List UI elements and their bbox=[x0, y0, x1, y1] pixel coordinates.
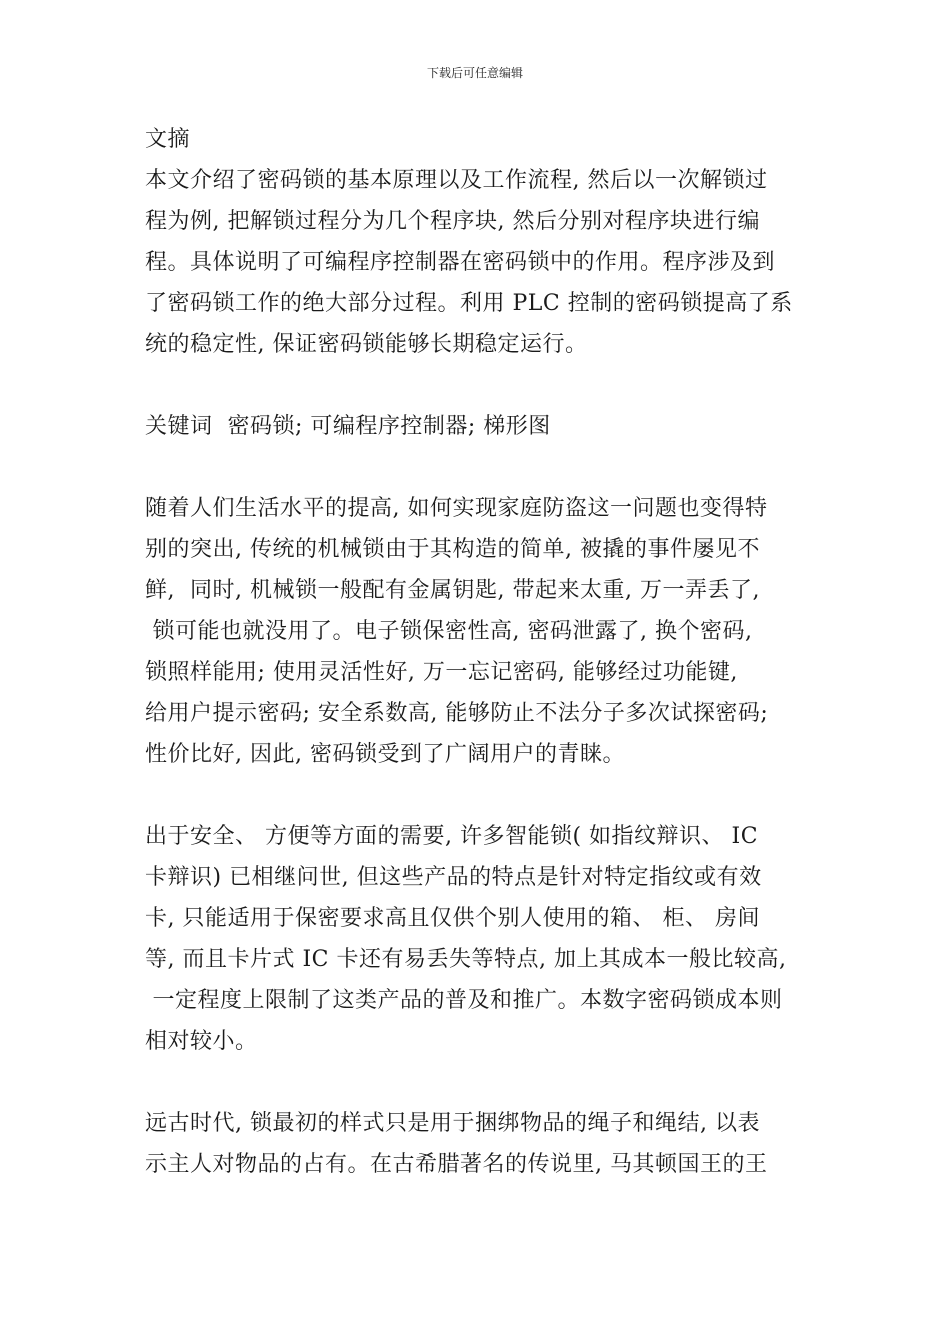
paragraph-line: 鲜, 同时, 机械锁一般配有金属钥匙, 带起来太重, 万一弄丢了, bbox=[145, 578, 760, 603]
paragraph-line: 等, 而且卡片式 IC 卡还有易丢失等特点, 加上其成本一般比较高, bbox=[145, 947, 787, 972]
abstract-line: 了密码锁工作的绝大部分过程。利用 PLC 控制的密码锁提高了系 bbox=[145, 291, 793, 316]
paragraph-line: 远古时代, 锁最初的样式只是用于捆绑物品的绳子和绳结, 以表 bbox=[145, 1111, 760, 1136]
paragraph-line: 锁照样能用; 使用灵活性好, 万一忘记密码, 能够经过功能键, bbox=[145, 660, 738, 685]
paragraph-line: 出于安全、 方便等方面的需要, 许多智能锁( 如指纹辩识、 IC bbox=[145, 824, 759, 849]
paragraph-line: 随着人们生活水平的提高, 如何实现家庭防盗这一问题也变得特 bbox=[145, 496, 768, 521]
abstract-line: 程。具体说明了可编程序控制器在密码锁中的作用。程序涉及到 bbox=[145, 250, 776, 275]
abstract-title: 文摘 bbox=[145, 127, 191, 152]
document-body bbox=[145, 119, 825, 1185]
keywords-line: 关键词 密码锁; 可编程序控制器; 梯形图 bbox=[145, 414, 551, 439]
paragraph-line: 性价比好, 因此, 密码锁受到了广阔用户的青睐。 bbox=[145, 742, 625, 767]
spacer bbox=[145, 775, 825, 816]
abstract-line: 统的稳定性, 保证密码锁能够长期稳定运行。 bbox=[145, 332, 588, 357]
paragraph-line: 锁可能也就没用了。电子锁保密性高, 密码泄露了, 换个密码, bbox=[145, 619, 753, 644]
paragraph-line: 卡辩识) 已相继问世, 但这些产品的特点是针对特定指纹或有效 bbox=[145, 865, 762, 890]
paragraph-line: 别的突出, 传统的机械锁由于其构造的简单, 被撬的事件屡见不 bbox=[145, 537, 760, 562]
paragraph-line: 相对较小。 bbox=[145, 1029, 258, 1054]
spacer bbox=[145, 1062, 825, 1103]
paragraph-line: 给用户提示密码; 安全系数高, 能够防止不法分子多次试探密码; bbox=[145, 701, 769, 726]
paragraph-line: 卡, 只能适用于保密要求高且仅供个别人使用的箱、 柜、 房间 bbox=[145, 906, 760, 931]
spacer bbox=[145, 365, 825, 406]
paragraph-line: 一定程度上限制了这类产品的普及和推广。本数字密码锁成本则 bbox=[145, 988, 783, 1013]
page-header: 下载后可任意编辑 bbox=[426, 66, 523, 80]
spacer bbox=[145, 447, 825, 488]
abstract-line: 程为例, 把解锁过程分为几个程序块, 然后分别对程序块进行编 bbox=[145, 209, 760, 234]
paragraph-line: 示主人对物品的占有。在古希腊著名的传说里, 马其顿国王的王 bbox=[145, 1152, 768, 1177]
abstract-line: 本文介绍了密码锁的基本原理以及工作流程, 然后以一次解锁过 bbox=[145, 168, 768, 193]
